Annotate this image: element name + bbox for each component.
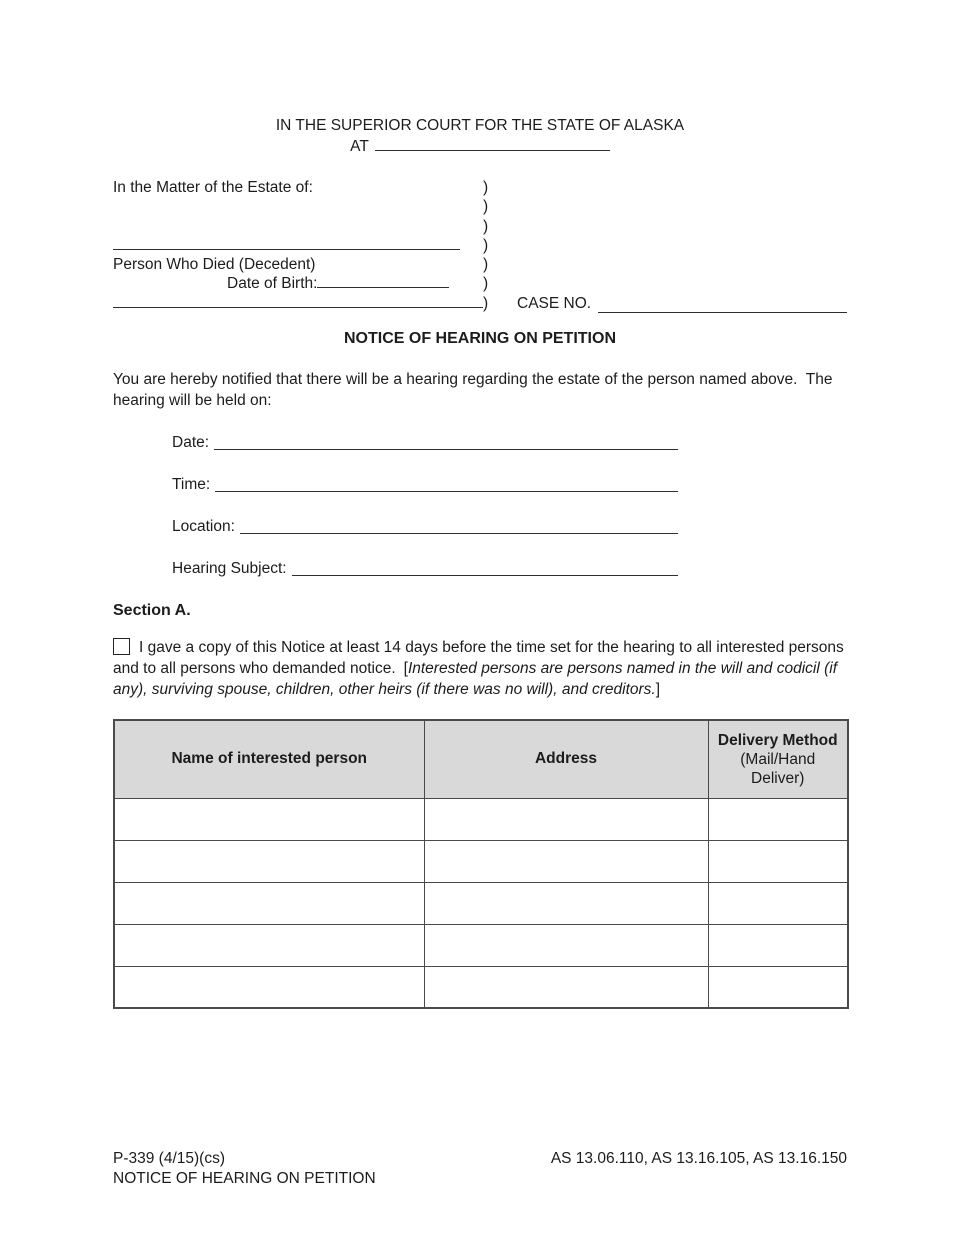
table-cell[interactable] [424, 966, 708, 1008]
decedent-label: Person Who Died (Decedent) [113, 256, 316, 274]
time-label: Time: [172, 476, 211, 494]
delivery-method-subtitle: (Mail/Hand Deliver) [740, 750, 816, 787]
time-input-line[interactable] [215, 474, 678, 492]
hearing-fields [113, 432, 847, 579]
intro-paragraph: You are hereby notified that there will be a hearing regarding the estate of the person named above. The hearing will be held on: [113, 371, 837, 410]
table-cell[interactable] [708, 840, 848, 882]
case-no-input-line[interactable] [598, 296, 847, 313]
caption-bottom-line[interactable] [113, 307, 483, 308]
at-label: AT [350, 138, 369, 155]
notice-given-paragraph [113, 637, 847, 700]
table-row [114, 966, 848, 1008]
case-caption [113, 178, 847, 313]
table-cell[interactable] [114, 924, 424, 966]
table-cell[interactable] [424, 882, 708, 924]
caption-row [113, 255, 847, 274]
caption-row [113, 274, 847, 293]
interested-persons-body [114, 798, 848, 1008]
interested-persons-table [113, 719, 849, 1009]
hearing-subject-input-line[interactable] [292, 558, 678, 576]
caption-row [113, 197, 847, 216]
form-number: P-339 (4/15)(cs) [113, 1150, 225, 1168]
caption-paren: ) [483, 179, 489, 196]
form-title: NOTICE OF HEARING ON PETITION [343, 330, 616, 348]
table-cell[interactable] [424, 840, 708, 882]
statute-references: AS 13.06.110, AS 13.16.105, AS 13.16.150 [550, 1150, 847, 1168]
caption-row [113, 294, 847, 313]
location-input-line[interactable] [240, 516, 678, 534]
table-cell[interactable] [708, 924, 848, 966]
date-label: Date: [172, 434, 210, 452]
notice-given-text: I gave a copy of this Notice at least 14 days before the time set for the hearing to all interested persons and to all persons who demanded notice. [113, 639, 844, 678]
interested-persons-note: Interested persons are persons named in the will and codicil (if any), surviving spouse, children, other heirs (if there was no will), and creditors. [113, 660, 838, 699]
caption-paren: ) [483, 256, 489, 274]
location-label: Location: [172, 518, 235, 536]
table-row [114, 882, 848, 924]
table-cell[interactable] [114, 840, 424, 882]
table-cell[interactable] [114, 966, 424, 1008]
dob-input-line[interactable] [317, 287, 449, 288]
table-row [114, 840, 848, 882]
hearing-subject-label: Hearing Subject: [172, 560, 287, 578]
matter-label: In the Matter of the Estate of: [113, 179, 313, 196]
delivery-method-title: Delivery Method [717, 731, 838, 749]
notice-given-checkbox[interactable] [113, 638, 130, 655]
caption-paren: ) [483, 217, 489, 235]
field-time [172, 474, 678, 495]
table-cell[interactable] [114, 798, 424, 840]
table-row [114, 924, 848, 966]
caption-paren: ) [483, 275, 489, 293]
header-address: Address [424, 720, 708, 798]
caption-row [113, 178, 847, 197]
table-header-row [114, 720, 848, 798]
table-cell[interactable] [708, 882, 848, 924]
date-input-line[interactable] [214, 432, 678, 450]
caption-row [113, 217, 847, 236]
case-no-label: CASE NO. [517, 294, 592, 312]
field-location [172, 516, 678, 537]
court-location-input-line[interactable] [375, 150, 610, 151]
table-cell[interactable] [708, 966, 848, 1008]
table-cell[interactable] [424, 798, 708, 840]
caption-paren: ) [483, 198, 489, 216]
table-cell[interactable] [708, 798, 848, 840]
footer-form-name: NOTICE OF HEARING ON PETITION [113, 1170, 376, 1188]
header-delivery-method [708, 720, 848, 798]
table-cell[interactable] [424, 924, 708, 966]
page-footer [113, 1149, 847, 1189]
caption-paren: ) [483, 236, 489, 254]
bracket-open: [ [403, 660, 408, 678]
caption-row [113, 236, 847, 255]
field-date [172, 432, 678, 453]
court-title: IN THE SUPERIOR COURT FOR THE STATE OF ALASKA [275, 117, 685, 134]
field-hearing-subject [172, 558, 678, 579]
header-name: Name of interested person [114, 720, 424, 798]
decedent-name-line[interactable] [113, 249, 460, 250]
dob-label: Date of Birth: [227, 275, 318, 293]
bracket-close: ] [655, 681, 661, 699]
table-cell[interactable] [114, 882, 424, 924]
table-row [114, 798, 848, 840]
court-location-line [113, 137, 847, 156]
caption-paren: ) [483, 294, 489, 312]
section-a-heading: Section A. [113, 602, 191, 620]
